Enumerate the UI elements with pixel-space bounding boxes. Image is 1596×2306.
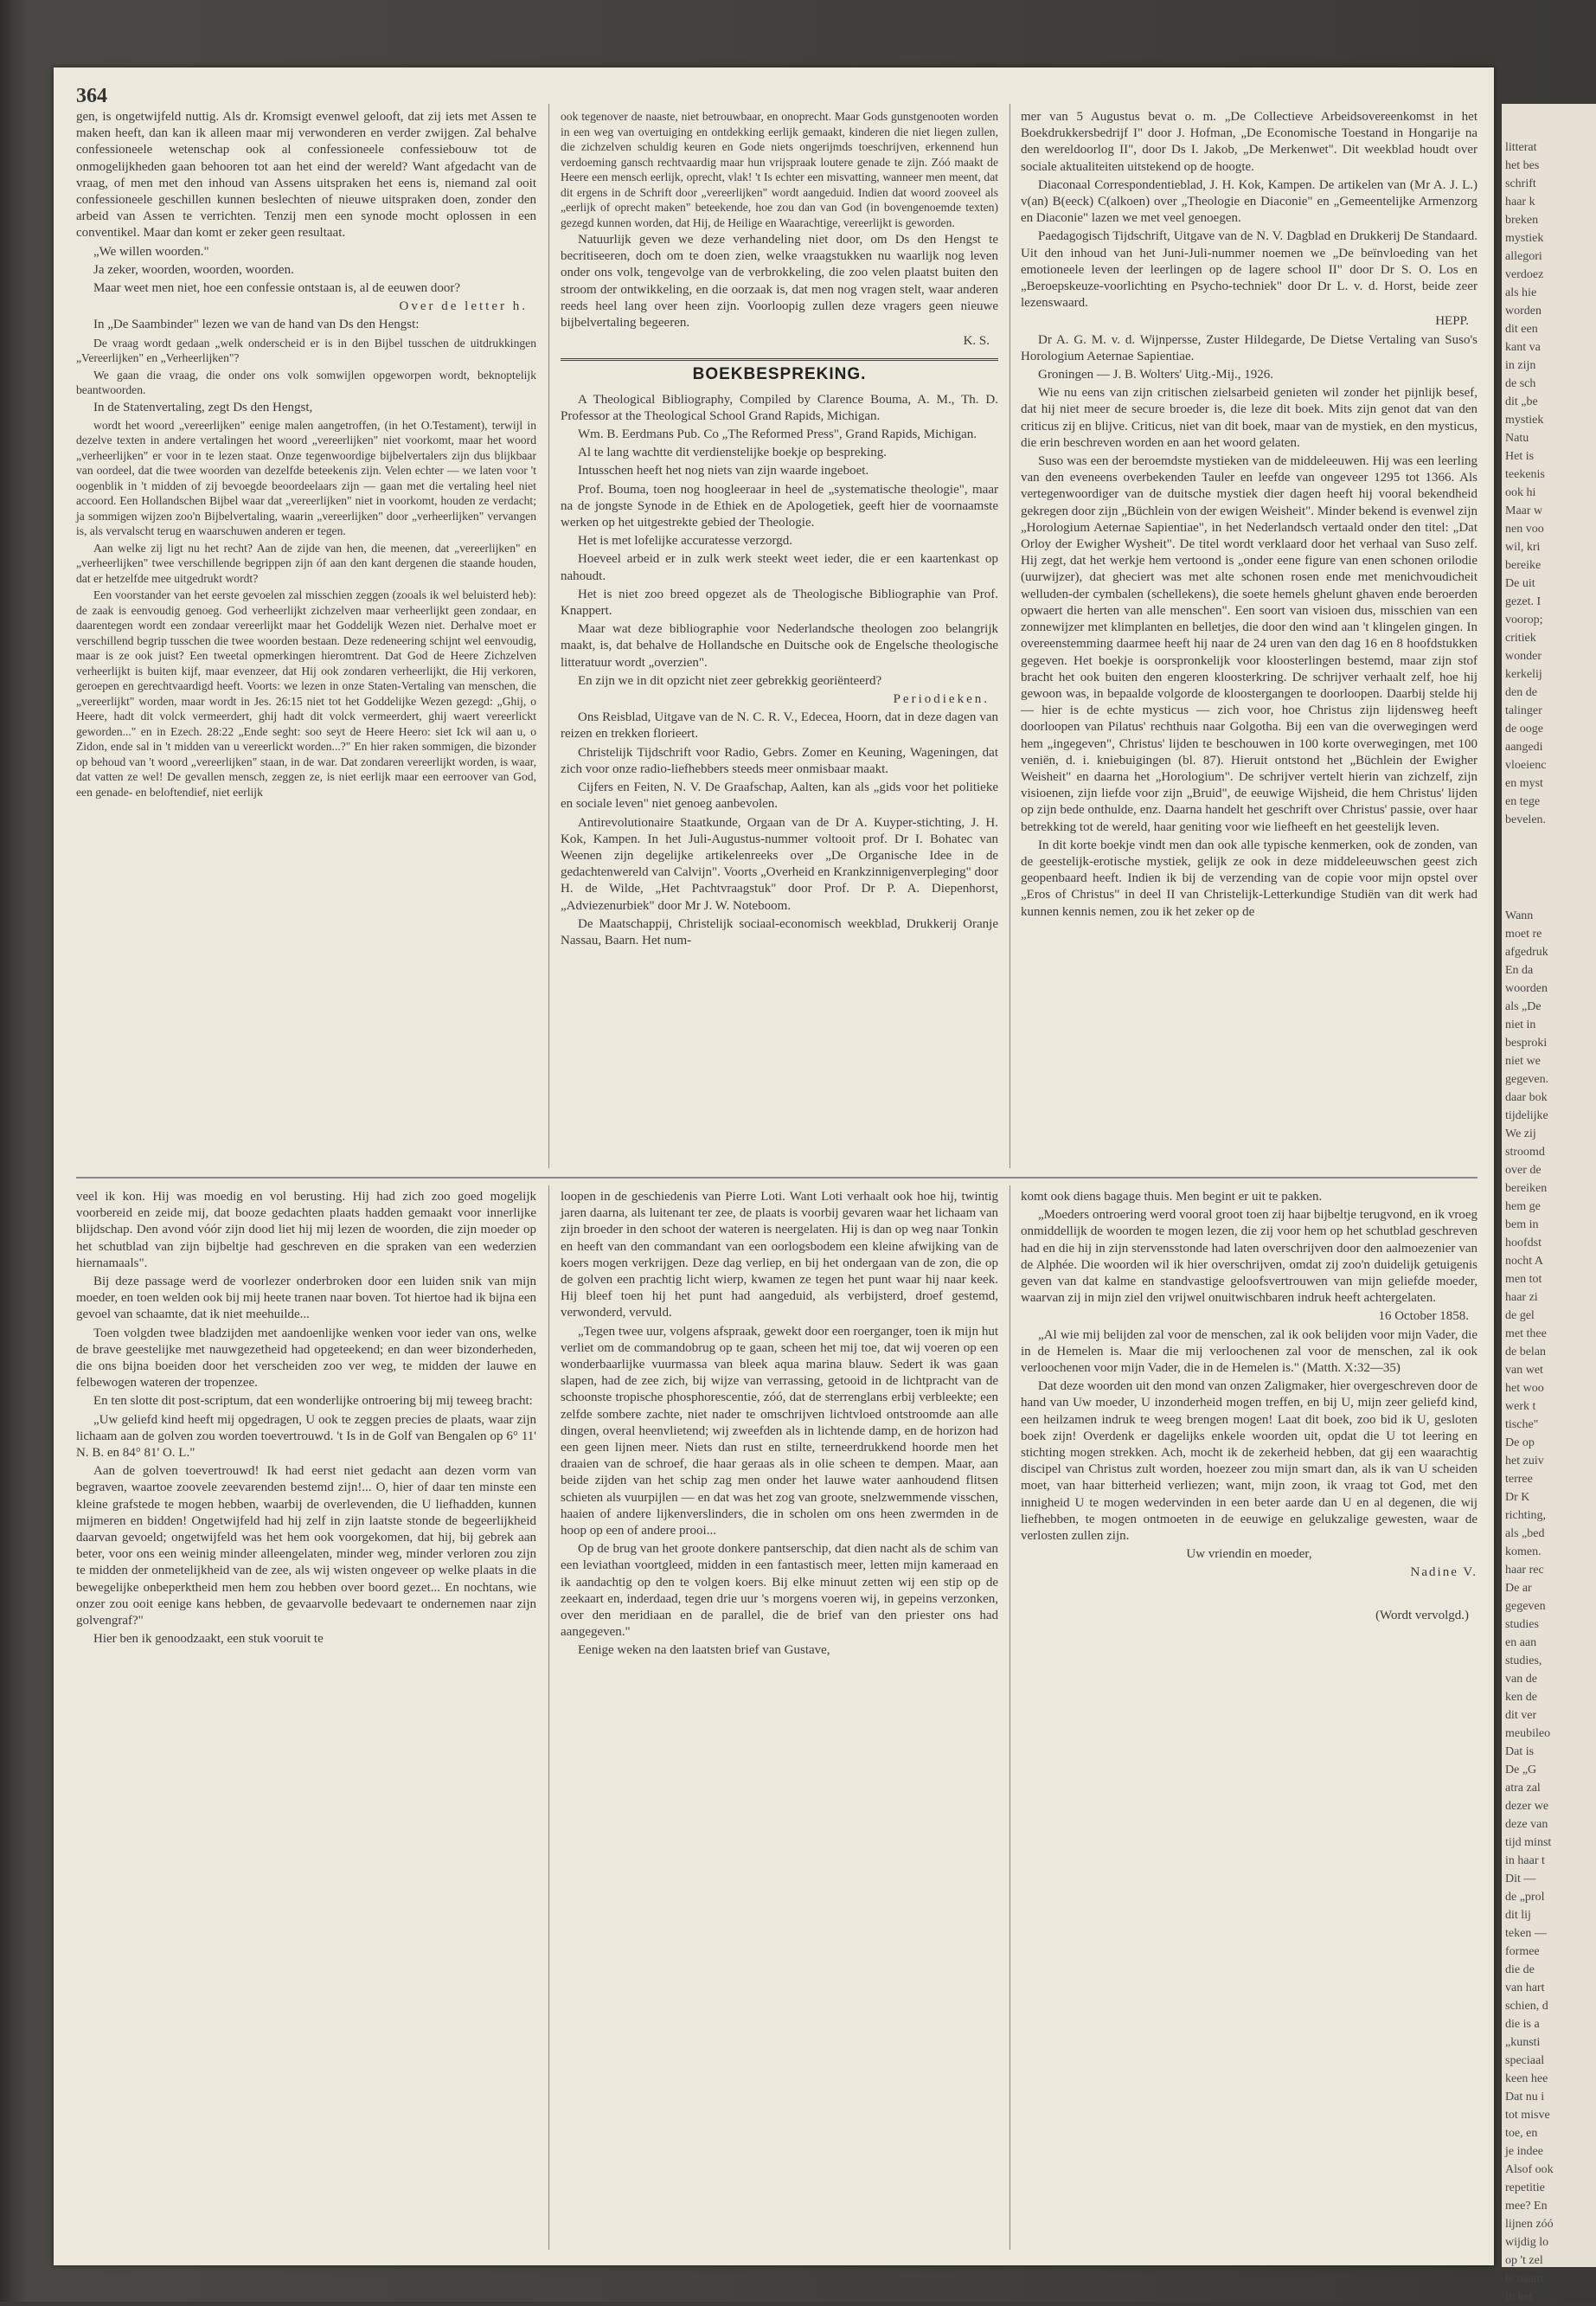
paragraph: Wie nu eens van zijn critischen zielsarbeid genieten wil zonder het pijnlijk besef, dat hij niet meer de secure broeder is, die leze dit boek. Mits zijn genot dat van den criticus zij en blijve. Criticus, niet van dit boek, maar van de mystiek, en den mysticus, die erin beschreven worden en aan het woord gelaten.: [1021, 386, 1477, 450]
adjacent-page-fragment: in het: [1505, 2290, 1533, 2303]
letter-signature: Nadine V.: [1410, 1565, 1477, 1580]
paragraph: Het is met lofelijke accuratesse verzorgd.: [578, 534, 792, 549]
section-title: BOEKBESPREKING.: [561, 358, 998, 382]
paragraph: „Uw geliefd kind heeft mij opgedragen, U ook te zeggen precies de plaats, waar zijn lichaam aan de golven zou worden toevertrouwd. 't Is in de Golf van Bengalen op 6° 11' N. B. en 84° 81' O. L.": [76, 1412, 536, 1461]
adjacent-page-fragment: niet we: [1505, 1055, 1541, 1068]
adjacent-page-fragment: gezet. I: [1505, 595, 1542, 608]
adjacent-page-fragment: aangedi: [1505, 741, 1543, 754]
adjacent-page-fragment: woorden: [1505, 982, 1548, 995]
paragraph: „We willen woorden.": [93, 244, 209, 259]
adjacent-page-fragment: worden: [1505, 305, 1542, 318]
paragraph: Dat deze woorden uit den mond van onzen Zaligmaker, hier overgeschreven door de hand van Uw moeder, U inzonderheid mogen treffen, en bij U, mijn zeer geliefd kind, een heilzamen indruk te weeg brengen mogen! Laat dit boek, zoo bid ik U, gesloten boek zijn! Overdenk er dagelijks enkele woorden uit, opdat die U tot leering en stichting mogen strekken. Ach, mocht ik de zekerheid hebben, dat gij een waarachtig discipel van Christus zult worden, hoezeer zou mijn smart dan, als ik van U scheiden moet, van haar bitterheid verliezen; want, mijn zoon, ik vraag tot God, met den innigheid U te mogen wedervinden in een beter aarde dan U en al degenen, die wij liefhebben, te mogen ontmoeten in de eeuwige en gelukzalige gewesten, waar de verlosten zullen zijn.: [1021, 1379, 1477, 1544]
adjacent-page-fragment: „kunsti: [1505, 2036, 1541, 2049]
adjacent-page-fragment: verdoez: [1505, 268, 1544, 281]
adjacent-page-fragment: schrift: [1505, 177, 1536, 190]
quote: wordt het woord „vereerlijken" eenige malen aangetroffen, (in het O.Testament), terwijl in dezelve texten in andere vertalingen het woord „vereerlijken" niet voorkomt, maar het woord „verheerlijken" er voor in te lezen staat. Onze tegenwoordige bijbelvertalers zijn dus blijkbaar van oordeel, dat die twee woorden van dezelfde beteekenis zijn. Velen echter — we laten voor 't oogenblik in 't midden of zij bevoegde beoordeelaars zijn — gaan met die vertaling heel niet accoord. Een Hollandschen Bijbel waar dat „vereerlijken" niet in voorkomt, houden ze verdacht; ja sommigen wijzen zoo'n Bijbelvertaling, waarin „vereerlijken" door „verheerlijken" vervangen is, als vervalscht terug en waarschuwen anderen er tegen.: [76, 418, 536, 538]
adjacent-page-fragment: haar rec: [1505, 1564, 1544, 1577]
section-heading: Over de letter h.: [399, 299, 528, 314]
adjacent-page-fragment: bereike: [1505, 559, 1542, 572]
periodical-entry: De Maatschappij, Christelijk sociaal-economisch weekblad, Drukkerij Oranje Nassau, Baarn. Het num-: [561, 916, 998, 947]
paragraph: Bij deze passage werd de voorlezer onderbroken door een luiden snik van mijn moeder, en toen welden ook bij mij heete tranen naar boven. Tot hiertoe had ik bijna een gevoel van schaamte, dat ik niet meehuilde...: [76, 1275, 536, 1322]
adjacent-page-fragment: teken —: [1505, 1927, 1547, 1940]
adjacent-page-fragment: afgedruk: [1505, 946, 1548, 959]
adjacent-page-fragment: te naam: [1505, 2272, 1543, 2285]
newspaper-page: [54, 67, 1494, 2265]
letter-date: 16 October 1858.: [1378, 1309, 1469, 1324]
adjacent-page-fragment: De uit: [1505, 577, 1535, 590]
adjacent-page-fragment: die is a: [1505, 2018, 1540, 2031]
adjacent-page-fragment: Het is: [1505, 450, 1535, 463]
adjacent-page-fragment: De „G: [1505, 1763, 1537, 1776]
quote: De vraag wordt gedaan „welk onderscheid er is in den Bijbel tusschen de uitdrukkingen „Vereerlijken" en „Verheerlijken"?: [76, 336, 536, 365]
column-bottom-middle: [561, 1189, 998, 2258]
section-divider: [76, 1177, 1477, 1179]
column-top-left: [76, 109, 536, 1172]
paragraph: mer van 5 Augustus bevat o. m. „De Collectieve Arbeidsovereenkomst in het Boekdrukkersbedrijf I" door J. Hofman, „De Economische Toestand in Hongarije na den wereldoorlog II", door Ds I. Jakob, „De Merkenwet". Dit weekblad houdt over sociale aktualiteiten uitstekend op de hoogte.: [1021, 110, 1477, 174]
paragraph: „Tegen twee uur, volgens afspraak, gewekt door een roerganger, toen ik mijn hut verliet om de commandobrug op te gaan, scheen het mij toe, dat wij voeren op een wonderbaarlijke vuurmassa van bleek aqua marina blauw. Sedert ik was gaan slapen, had de zee zich, bij wijze van verrassing, getooid in de lichtpracht van de schoonste tropische phosphorescentie, zóó, dat de sterrenglans erbij verbleekte; een zelfde sombere zachte, niet nader te omschrijven lichtvloed ontstroomde aan alle dingen, overal heenvlietend; wij zweefden als in lichtende damp, en de horizon had een geen lijnen meer. Niets dan rust en stilte, terneerdrukkend hoorde men het draaien van de schroef, die haar geraas als in olie scheen te dempen. Maar, aan beide zijden van het schip zag men onder het lauwe water aanhoudend flitsen schieten als vuurpijlen — en dat was het zog van groote, snelzwemmende visschen, haaien of andere lijkenverslinders, die in scholen om ons heen zwermden in de hoop op een of andere prooi...: [561, 1324, 998, 1538]
paragraph: Suso was een der beroemdste mystieken van de middeleeuwen. Hij was een leerling van den eveneens overbekenden Tauler en leefde van ongeveer 1295 tot 1366. Als vertegenwoordiger van de duitsche mystiek dier dagen heeft hij vooral bekendheid gekregen door zijn „Büchlein von der ewigen Weisheit". Minder bekend is evenwel zijn „Horologium Aeternae Sapientiae", in het Nederlandsch vertaald onder den titel: „Dat Orloy der Ewigher Wysheit". De titel wordt verklaard door het verhaal van Suso zelf. Hij zegt, dat het werkje hem vertoond is „onder eene figure van enen schonen orilodie (uurwijzer), dat gheciert was met alte schonen rosen ende met menichvoudicheit welluden-der cymbalen (schellekens), die soete hemels ghelunt ghaven ende beroerden opwaert die herten van alle menschen". Een soort van visioen dus, misschien van een zonnewijzer met klimplanten en belletjes, die door den wind aan 't klingelen gingen. In overeenstemming daarmee heeft hij naar de 24 uren van den dag 16 en 8 hoofdstukken gegeven. Het boekje is oorspronkelijk voor kloosterlingen bestemd, maar zijn stof bracht het ook buiten den engeren kloosterkring. De schrijver verhaalt zelf, hoe hij gewoon was, in bepaalde volgorde de kloostergangen te doorloopen. Daarbij stelde hij — hier is de echte mysticus — zich voor, hoe Christus zijn lijdensweg heeft doorloopen van Pilatus' rechthuis naar Golgotha. Bij een van die overwegingen werd hem „ingegeven", Christus' lijden te beschouwen in 100 korte overwegingen, met 100 veniën, d. i. kniebuigingen (bl. 87). Hieruit ontstond het „Büchlein der Ewigher Weisheit" en daarna het „Horologium". De schrijver vertelt hierin van zichzelf, zijn visioenen, zijn liefde voor zijn „Bruid", de eeuwige Wijsheid, die hem Christus' lijden op zijn bede onthulde, enz. Daarna handelt het geschrift over Christus' passie, over haar betrekking tot de wereld, haar geniting voor wie liefheeft en het geestelijk leven.: [1021, 454, 1477, 834]
column-bottom-left: [76, 1189, 536, 2258]
to-be-continued: (Wordt vervolgd.): [1375, 1608, 1469, 1622]
adjacent-page-fragment: deze van: [1505, 1818, 1548, 1831]
adjacent-page-fragment: voorop;: [1505, 613, 1543, 626]
column-top-middle: [561, 109, 998, 1172]
adjacent-page-fragment: kerkelij: [1505, 668, 1542, 681]
letter-closing: Uw vriendin en moeder,: [1186, 1547, 1312, 1562]
adjacent-page-fragment: niet in: [1505, 1018, 1536, 1031]
adjacent-page-fragment: het zuiv: [1505, 1455, 1544, 1468]
adjacent-page-fragment: het bes: [1505, 159, 1540, 172]
adjacent-page-fragment: gegeven: [1505, 1600, 1546, 1613]
adjacent-page-fragment: ook hi: [1505, 486, 1536, 499]
paragraph: Op de brug van het groote donkere pantserschip, dat dien nacht als de schim van een leviathan voortgleed, midden in een fantastisch meer, letten mijn kameraad en ik aandachtig op den te volgen koers. Bij elke minuut zetten wij een stip op de zeekaart en, inderdaad, tegen drie uur 's morgens voeren wij, in gepeins verzonken, over den meridiaan en de parallel, die de brief van den priester ons had aangegeven.": [561, 1542, 998, 1640]
paragraph: Prof. Bouma, toen nog hoogleeraar in heel de „systematische theologie", maar na de jongste Synode in de Ethiek en de Apologetiek, geeft hier de voornaamste werken op het uitgestrekte gebied der Theologie.: [561, 482, 998, 530]
column-bottom-right: [1021, 1189, 1477, 2258]
adjacent-page-fragment: wijdig lo: [1505, 2236, 1549, 2249]
adjacent-page-fragment: als „bed: [1505, 1527, 1545, 1540]
adjacent-page-fragment: studies,: [1505, 1654, 1542, 1667]
adjacent-page-fragment: gegeven.: [1505, 1073, 1549, 1086]
paragraph: In de Statenvertaling, zegt Ds den Hengst,: [93, 400, 313, 414]
adjacent-page-fragment: meubileo: [1505, 1727, 1551, 1740]
adjacent-page-fragment: de ooge: [1505, 723, 1543, 735]
paragraph: In dit korte boekje vindt men dan ook alle typische kenmerken, ook de zonden, van de geestelijk-erotische mystiek, gelijk ze ook in deze middeleeuwschen geest zich geopenbaard heeft. Indien ik bij de verzending van de copie voor mijn opstel over „Eros of Christus" in deel II van Christelijk-Letterkundige Studiën van dit werk had kunnen kennis nemen, zou ik het zeker op de: [1021, 838, 1477, 919]
adjacent-page-fragment: Dr K: [1505, 1491, 1530, 1504]
adjacent-page-fragment: En da: [1505, 964, 1534, 977]
adjacent-page-fragment: de sch: [1505, 377, 1536, 390]
adjacent-page-fragment: het woo: [1505, 1382, 1544, 1395]
adjacent-page-fragment: bem in: [1505, 1218, 1539, 1231]
paragraph: En zijn we in dit opzicht niet zeer gebrekkig georiënteerd?: [578, 673, 882, 688]
publisher: Wm. B. Eerdmans Pub. Co „The Reformed Press", Grand Rapids, Michigan.: [578, 427, 977, 442]
adjacent-page-fragment: als hie: [1505, 286, 1537, 299]
adjacent-page-fragment: van wet: [1505, 1364, 1543, 1377]
adjacent-page-fragment: dezer we: [1505, 1800, 1549, 1813]
adjacent-page-fragment: terree: [1505, 1473, 1533, 1486]
adjacent-page-fragment: de gel: [1505, 1309, 1535, 1322]
adjacent-page-fragment: atra zal: [1505, 1782, 1541, 1795]
paragraph: komt ook diens bagage thuis. Men begint er uit te pakken.: [1021, 1190, 1323, 1204]
adjacent-page-fragment: van hart: [1505, 1982, 1545, 1994]
adjacent-page-fragment: haar k: [1505, 196, 1535, 209]
author-signature: HEPP.: [1435, 314, 1469, 329]
author-initials: K. S.: [963, 334, 990, 349]
paragraph: Het is niet zoo breed opgezet als de Theologische Bibliographie van Prof. Knappert.: [561, 587, 998, 619]
adjacent-page-fragment: tijd minst: [1505, 1836, 1552, 1849]
adjacent-page-fragment: dit ver: [1505, 1709, 1537, 1722]
page-number: 364: [76, 85, 107, 107]
adjacent-page-fragment: over de: [1505, 1164, 1542, 1177]
adjacent-page-fragment: Dat is: [1505, 1745, 1535, 1758]
book-title: A Theological Bibliography, Compiled by Clarence Bouma, A. M., Th. D. Professor at the Theological School Grand Rapids, Michigan.: [561, 392, 998, 423]
quote: We gaan die vraag, die onder ons volk somwijlen opgeworpen wordt, beknoptelijk beantwoorden.: [76, 368, 536, 397]
adjacent-page-fragment: teekenis: [1505, 468, 1545, 481]
paragraph: Natuurlijk geven we deze verhandeling niet door, om Ds den Hengst te becritiseeren, doch om te doen zien, welke vraagstukken nu waarlijk nog leven onder ons volk, tengevolge van de verbrokkeling, die zoo velen plaatst buiten den stroom der ontwikkeling, en die oorzaak is, dat men nog vragen stelt, waar anderen reeds heel lang over heen zijn. Voorloopig zullen deze vragers geen nieuwe bijbelvertaling begeeren.: [561, 233, 998, 331]
adjacent-page-fragment: speciaal: [1505, 2054, 1545, 2067]
adjacent-page-fragment: We zij: [1505, 1127, 1536, 1140]
adjacent-page-fragment: lijnen zóó: [1505, 2218, 1554, 2231]
paragraph: veel ik kon. Hij was moedig en vol berusting. Hij had zich zoo goed mogelijk voorbereid en zeide mij, dat booze gedachten plaats hadden gemaakt voor innerlijke blijdschap. Den avond vóór zijn dood liet hij mij lezen de woorden, die zijn moeder op het schutblad van zijn bijbeltje had geschreven en die spraken van een wederzien hiernamaals".: [76, 1190, 536, 1270]
paragraph: En ten slotte dit post-scriptum, dat een wonderlijke ontroering bij mij teweeg bracht:: [93, 1394, 533, 1409]
paragraph: Toen volgden twee bladzijden met aandoenlijke wenken voor ieder van ons, welke de brave geestelijke met nauwgezetheid had opgeteekend; en dan weer bizonderheden, die ons bijna boeiden door het verscheiden zoo ver weg, te midden der lauwe en felbewogen wateren der tropenzee.: [76, 1326, 536, 1391]
adjacent-page-fragment: De ar: [1505, 1582, 1532, 1595]
adjacent-page-fragment: Maar w: [1505, 504, 1543, 517]
adjacent-page-fragment: mee? En: [1505, 2200, 1548, 2213]
adjacent-page-fragment: en aan: [1505, 1636, 1537, 1649]
periodical-entry: Cijfers en Feiten, N. V. De Graafschap, Aalten, kan als „gids voor het politieke en sociale leven" niet genoeg aanbevolen.: [561, 780, 998, 812]
adjacent-page-fragment: in zijn: [1505, 359, 1536, 372]
adjacent-page-fragment: litterat: [1505, 141, 1537, 154]
adjacent-page-fragment: in haar t: [1505, 1854, 1545, 1867]
adjacent-page-fragment: en tege: [1505, 795, 1541, 808]
publisher: Groningen — J. B. Wolters' Uitg.-Mij., 1926.: [1038, 368, 1274, 382]
adjacent-page-fragment: Dit —: [1505, 1872, 1536, 1885]
adjacent-page-fragment: critiek: [1505, 632, 1536, 645]
column-rule: [548, 104, 549, 1168]
adjacent-page-fragment: vloeienc: [1505, 759, 1547, 772]
adjacent-page-fragment: mystiek: [1505, 232, 1544, 245]
quote: Een voorstander van het eerste gevoelen zal misschien zeggen (zooals ik wel beluisterd heb): de zaak is eenvoudig genoeg. God verheerlijkt zichzelven maar verheerlijkt geen zondaar, en daarentegen wordt een zondaar vereerlijkt maar het Goddelijk Wezen niet. Derhalve moet er verschillend begrip tusschen die twee woorden bestaan. Deze redeneering schijnt wel eenvoudig, maar is ze ook juist? Een tweetal opmerkingen hieromtrent. Dat God de Heere Zichzelven verheerlijkt is buiten kijf, maar evenzeer, dat Hij ook zondaren verheerlijkt, die Hij verkoren, geroepen en gerechtvaardigd heeft. Voorts: we lezen in onze Staten-Vertaling van menschen, die „vereerlijkt" worden, maar wordt in Jes. 26:15 niet tot het Goddelijke Wezen gezegd: „Ghij, o Heere, hadt dit volck vermeerdert, ghij hadt dit volck vermeerdert, ghij waert vereerlickt geworden..." en in Ezech. 28:22 „Ende seght: soo seyt de Heere Heero: siet Ick wil aan u, o Zidon, ende sal in 't midden van u vereerlickt worden...?" En hier raken sommigen, die bizonder op behoud van 't woord „vereerlijken" staan, in de war. Dat zondaren vereerlijkt worden, is waar, dat vatten ze wel! De gevallen mensch, zeggen ze, is niet eerlijk maar een eerroover van God, een genade- en beloftendief, niet eerlijk: [76, 588, 536, 799]
periodical-entry: Ons Reisblad, Uitgave van de N. C. R. V., Edecea, Hoorn, dat in deze dagen van reizen en trekken florieert.: [561, 710, 998, 742]
adjacent-page-fragment: talinger: [1505, 704, 1542, 717]
column-top-right: [1021, 109, 1477, 1172]
paragraph: Hier ben ik genoodzaakt, een stuk vooruit te: [93, 1632, 324, 1647]
paragraph: loopen in de geschiedenis van Pierre Loti. Want Loti verhaalt ook hoe hij, twintig jaren daarna, als luitenant ter zee, de plaats is voorbij gevaren waar het lichaam van zijn broeder in den schoot der wateren is neergelaten. Hij is dan op weg naar Tonkin en heeft van den commandant van een oorlogsbodem een kleine afwijking van de koers mogen verkrijgen. Deze dag verliep, en bij het ondergaan van de zon, die op de golven een prachtig licht wierp, kwamen ze tegen het punt waar hij naar keek. Hij bleef toen hij het punt had aangeduid, als verbijsterd, droef gestemd, verwonderd, vervuld.: [561, 1190, 998, 1320]
adjacent-page-fragment: mystiek: [1505, 414, 1544, 427]
paragraph: „Moeders ontroering werd vooral groot toen zij haar bijbeltje terugvond, en ik vroeg onmiddellijk de woorden te mogen lezen, die zij voor hem op het schutblad geschreven had en die hij in zijn stervensstonde had laten overschrijven door den aalmoezenier van de Alphée. Die woorden wil ik hier overschrijven, omdat zij zoo'n duidelijk getuigenis geven van dat kalme en standvastige geloofsvertrouwen van mijn geliefde moeder, waarvan zij in mijn ziel den vrijwel onuitwischbaren indruk heeft achtergelaten.: [1021, 1208, 1477, 1306]
adjacent-page-fragment: daar bok: [1505, 1091, 1548, 1104]
adjacent-page-fragment: kant va: [1505, 341, 1541, 354]
adjacent-page-fragment: de „prol: [1505, 1891, 1545, 1904]
adjacent-page-fragment: ken de: [1505, 1691, 1537, 1704]
adjacent-page-fragment: men tot: [1505, 1273, 1542, 1286]
scripture-quote: „Al wie mij belijden zal voor de menschen, zal ik ook belijden voor mijn Vader, die in de Hemelen is. Maar die mij verloochenen zal voor de menschen, zal ik ook verloochenen voor mijn Vader, die in de Hemelen is." (Matth. X:32—35): [1021, 1327, 1477, 1376]
adjacent-page-fragment: van de: [1505, 1673, 1537, 1686]
adjacent-page-fragment: De op: [1505, 1436, 1535, 1449]
adjacent-page-fragment: dit lij: [1505, 1909, 1531, 1922]
adjacent-page-fragment: formee: [1505, 1945, 1540, 1958]
adjacent-page-fragment: dit een: [1505, 323, 1538, 336]
paragraph: Hoeveel arbeid er in zulk werk steekt weet ieder, die er een kaartenkast op nahoudt.: [561, 552, 998, 583]
adjacent-page-fragment: hoofdst: [1505, 1237, 1542, 1249]
adjacent-page-fragment: Dat nu i: [1505, 2091, 1545, 2104]
adjacent-page-fragment: breken: [1505, 214, 1539, 227]
adjacent-page-fragment: haar zi: [1505, 1291, 1538, 1304]
paragraph: Maar wat deze bibliographie voor Nederlandsche theologen zoo belangrijk maakt, is, dat behalve de Hollandsche en Duitsche ook de Engelsche theologische litteratuur wordt „overzien".: [561, 622, 998, 670]
adjacent-page-fragment: nocht A: [1505, 1255, 1543, 1268]
paragraph: Aan de golven toevertrouwd! Ik had eerst niet gedacht aan dezen vorm van begraven, waartoe zoovele zeevarenden bestemd zijn!... O, hier of daar ten minste een kleine grafstede te mogen hebben, waarbij de overlevenden, die U liefhadden, kunnen mijmeren en bidden! Ongetwijfeld had hij zelf in zijn laatste stonde de begeerlijkheid daarvan gevoeld; ongetwijfeld was het hem ook voorgekomen, dat hij, bij gebrek aan beter, voor ons een weinig minder alleengelaten, minder weg, minder verloren zou zijn te midden der onmetelijkheid van de zee, als wij wisten ongeveer op welke plaats in die bewegelijke onbeperktheid men hem zou hebben over boord gezet... En nochtans, wie onzer zou ooit eenige kans hebben, de gevaarvolle bedevaart te ondernemen naar zijn golvengraf?": [76, 1464, 536, 1628]
paragraph: Ja zeker, woorden, woorden, woorden.: [93, 262, 294, 277]
adjacent-page-fragment: bereiken: [1505, 1182, 1548, 1195]
adjacent-page-fragment: de belan: [1505, 1346, 1547, 1359]
adjacent-page-fragment: die de: [1505, 1963, 1535, 1976]
paragraph: Eenige weken na den laatsten brief van Gustave,: [578, 1643, 830, 1658]
adjacent-page-fragment: keen hee: [1505, 2072, 1548, 2085]
adjacent-page-fragment: stroomd: [1505, 1146, 1545, 1159]
adjacent-page-fragment: werk t: [1505, 1400, 1536, 1413]
periodical-entry: Diaconaal Correspondentieblad, J. H. Kok, Kampen. De artikelen van (Mr A. J. L.) v(an) B(eeck) C(alkoen) over „Theologie en Diaconie" en „Gemeentelijke Armenzorg en Diaconie" lazen we met veel genoegen.: [1021, 177, 1477, 226]
paragraph: Intusschen heeft het nog niets van zijn waarde ingeboet.: [578, 464, 869, 479]
paragraph: Al te lang wachtte dit verdienstelijke boekje op bespreking.: [578, 446, 887, 460]
adjacent-page-fragment: tijdelijke: [1505, 1109, 1548, 1122]
paragraph: gen, is ongetwijfeld nuttig. Als dr. Kromsigt evenwel gelooft, dat zij iets met Assen te maken heeft, dan kan ik alleen maar mij verwonderen en verder zwijgen. Zal behalve confessioneele wetenschap ook al confessioneele confessiebouw tot de onmogelijkheden gaan behooren tot aan het eind der wereld? Want afgedacht van de vraag, of men met den inhoud van Assens uitspraken het eens is, niemand zal ooit confessioneele geschillen kunnen beslechten of nieuwe uitspraken doen, zonder den arbeid van Assen te verrichten. Tenzij men een synode mocht oplossen in een conventikel. Maar dan komt er zeker geen resultaat.: [76, 110, 536, 241]
adjacent-page-fragment: je indee: [1505, 2145, 1543, 2158]
adjacent-page-fragment: komen.: [1505, 1545, 1542, 1558]
adjacent-page-fragment: tische": [1505, 1418, 1539, 1431]
adjacent-page-fragment: tot misve: [1505, 2109, 1550, 2122]
adjacent-page-fragment: dit „be: [1505, 395, 1538, 408]
column-rule: [548, 1185, 549, 2250]
adjacent-page-fragment: Alsof ook: [1505, 2163, 1554, 2176]
adjacent-page-fragment: besproki: [1505, 1037, 1548, 1050]
adjacent-page-fragment: wonder: [1505, 650, 1542, 663]
adjacent-page-fragment: hem ge: [1505, 1200, 1541, 1213]
adjacent-page-fragment: bevelen.: [1505, 813, 1547, 826]
quote: Aan welke zij ligt nu het recht? Aan de zijde van hen, die meenen, dat „vereerlijken" en „verheerlijken" twee verschillende begrippen zijn óf aan den kant dergenen die staande houden, dat er hetzelfde mee uitgedrukt wordt?: [76, 541, 536, 585]
adjacent-page-fragment: Natu: [1505, 432, 1529, 445]
periodical-entry: Christelijk Tijdschrift voor Radio, Gebrs. Zomer en Keuning, Wageningen, dat zich voor onze radio-liefhebbers steeds meer onmisbaar maakt.: [561, 745, 998, 776]
subsection-heading: Periodieken.: [893, 692, 990, 707]
adjacent-page-fragment: repetitie: [1505, 2181, 1545, 2194]
adjacent-page-fragment: met thee: [1505, 1327, 1547, 1340]
periodical-entry: Paedagogisch Tijdschrift, Uitgave van de N. V. Dagblad en Drukkerij De Standaard. Uit den inhoud van het Juni-Juli-nummer noemen we „De beïnvloeding van het emotioneele leven der leerlingen op de lagere school II" door Dr S. O. Los en „Beroepskeuze-voorlichting en Psycho-techniek" door Dr L. v. d. Horst, beide zeer lezenswaard.: [1021, 229, 1477, 311]
book-title: Dr A. G. M. v. d. Wijnpersse, Zuster Hildegarde, De Dietse Vertaling van Suso's Horologium Aeternae Sapientiae.: [1021, 332, 1477, 363]
adjacent-page-fragment: studies: [1505, 1618, 1539, 1631]
adjacent-page-fragment: richting,: [1505, 1509, 1547, 1522]
quote: ook tegenover de naaste, niet betrouwbaar, en onoprecht. Maar Gods gunstgenooten worden in een weg van overtuiging en ontdekking eerlijk gemaakt, kinderen die niet liegen zullen, die zichzelven schuldig keuren en Gode niets ongerijmds toeschrijven, erkennend hun verdoeming gansch rechtvaardig maar hun vrijspraak loutere genade te zijn. Zóó maakt de Heere een mensch eerlijk, oprecht, vlak! 't Is echter een misvatting, wanneer men meent, dat dit ergens in de Schrift door „vereerlijken" wordt aangeduid. Indien dat woord zooveel als „eerlijk of oprecht maken" beteekende, hoe zou dan van God (in bovengenoemde texten) gezegd kunnen worden, dat Hij, de Heilige en Waarachtige, vereerlijkt is geworden.: [561, 110, 998, 229]
adjacent-page-fragment: wil, kri: [1505, 541, 1541, 554]
adjacent-page-fragment: als „De: [1505, 1000, 1542, 1013]
paragraph: Maar weet men niet, hoe een confessie ontstaan is, al de eeuwen door?: [93, 281, 460, 296]
periodical-entry: Antirevolutionaire Staatkunde, Orgaan van de Dr A. Kuyper-stichting, J. H. Kok, Kampen. In het Juli-Augustus-nummer voltooit prof. Dr I. Bohatec van Weenen zijn degelijke artikelenreeks over „De Organische Idee in de gedachtenwereld van Calvijn". Voorts „Overheid en Krankzinnigenverpleging" door H. de Wilde, „Het Pachtvraagstuk" door Prof. Dr P. A. Diepenhorst, „Adviezenurbiek" door Mr J. W. Noteboom.: [561, 815, 998, 913]
adjacent-page-edge: [1502, 104, 1596, 2303]
adjacent-page-fragment: Wann: [1505, 909, 1534, 922]
adjacent-page-fragment: moet re: [1505, 928, 1542, 941]
adjacent-page-fragment: op 't zel: [1505, 2254, 1543, 2267]
adjacent-page-fragment: den de: [1505, 686, 1537, 699]
adjacent-page-fragment: schien, d: [1505, 2000, 1548, 2013]
adjacent-page-fragment: toe, en: [1505, 2127, 1538, 2140]
adjacent-page-fragment: nen voo: [1505, 523, 1544, 536]
adjacent-page-fragment: en myst: [1505, 777, 1543, 790]
adjacent-page-fragment: allegori: [1505, 250, 1542, 263]
paragraph: In „De Saambinder" lezen we van de hand van Ds den Hengst:: [93, 318, 420, 332]
